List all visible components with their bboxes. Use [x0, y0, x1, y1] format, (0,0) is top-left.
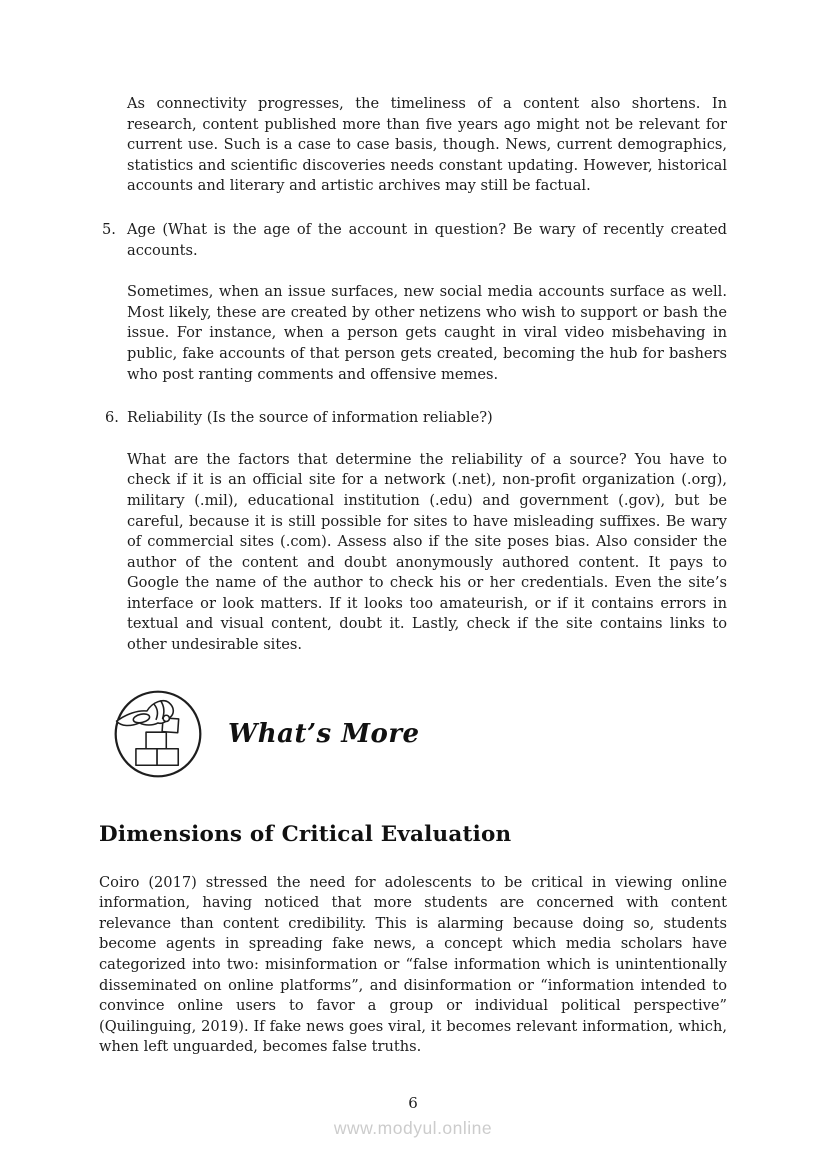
hand-stacking-blocks-icon	[112, 688, 204, 780]
whats-more-title: What’s More	[228, 718, 420, 749]
page-number: 6	[408, 1094, 418, 1112]
list-item-6-paragraph: What are the factors that determine the reliability of a source? You have to check if it is an official site for a network (.net), non-profit organization (.org), military (.mil), educational institution (.edu) and government (.gov), but be careful, because it is still possible for sites to have misleading suffixes. Be wary of commercial sites (.com). Assess also if the site poses bias. Also consider the author of the content and doubt anonymously authored content. It pays to Google the name of the author to check his or her credentials. Even the site’s interface or look matters. If it looks too amateurish, or if it contains errors in textual and visual content, doubt it. Lastly, check if the site contains links to other undesirable sites.	[127, 450, 727, 654]
section-heading: Dimensions of Critical Evaluation	[99, 821, 512, 847]
list-item-title: Age (What is the age of the account in question? Be wary of recently created accounts.	[127, 220, 727, 259]
intro-paragraph: As connectivity progresses, the timeliness of a content also shortens. In research, content published more than five years ago might not be relevant for current use. Such is a case to case basis, though. News, current demographics, statistics and scientific discoveries needs constant updating. However, historical accounts and literary and artistic archives may still be factual.	[127, 95, 727, 195]
page-footer	[0, 1094, 826, 1139]
list-item-5	[102, 220, 727, 261]
section-paragraph: Coiro (2017) stressed the need for adolescents to be critical in viewing online information, having noticed that more students are concerned with content relevance than content credibility. This is alarming because doing so, students become agents in spreading fake news, a concept which media scholars have categorized into two: misinformation or “false information which is unintentionally disseminated on online platforms”, and disinformation or “information intended to convince online users to favor a group or individual political perspective” (Quilinguing, 2019). If fake news goes viral, it becomes relevant information, which, when left unguarded, becomes false truths.	[99, 873, 727, 1056]
list-item-title: Reliability (Is the source of information reliable?)	[127, 409, 493, 427]
list-number: 5.	[102, 220, 116, 238]
whats-more-banner	[112, 688, 727, 780]
list-item-5-paragraph: Sometimes, when an issue surfaces, new social media accounts surface as well. Most likely, these are created by other netizens who wish to support or bash the issue. For instance, when a person gets caught in viral video misbehaving in public, fake accounts of that person gets created, becoming the hub for bashers who post ranting comments and offensive memes.	[127, 283, 727, 383]
list-number: 6.	[105, 409, 119, 427]
list-item-6	[105, 408, 727, 429]
watermark: www.modyul.online	[333, 1118, 493, 1138]
